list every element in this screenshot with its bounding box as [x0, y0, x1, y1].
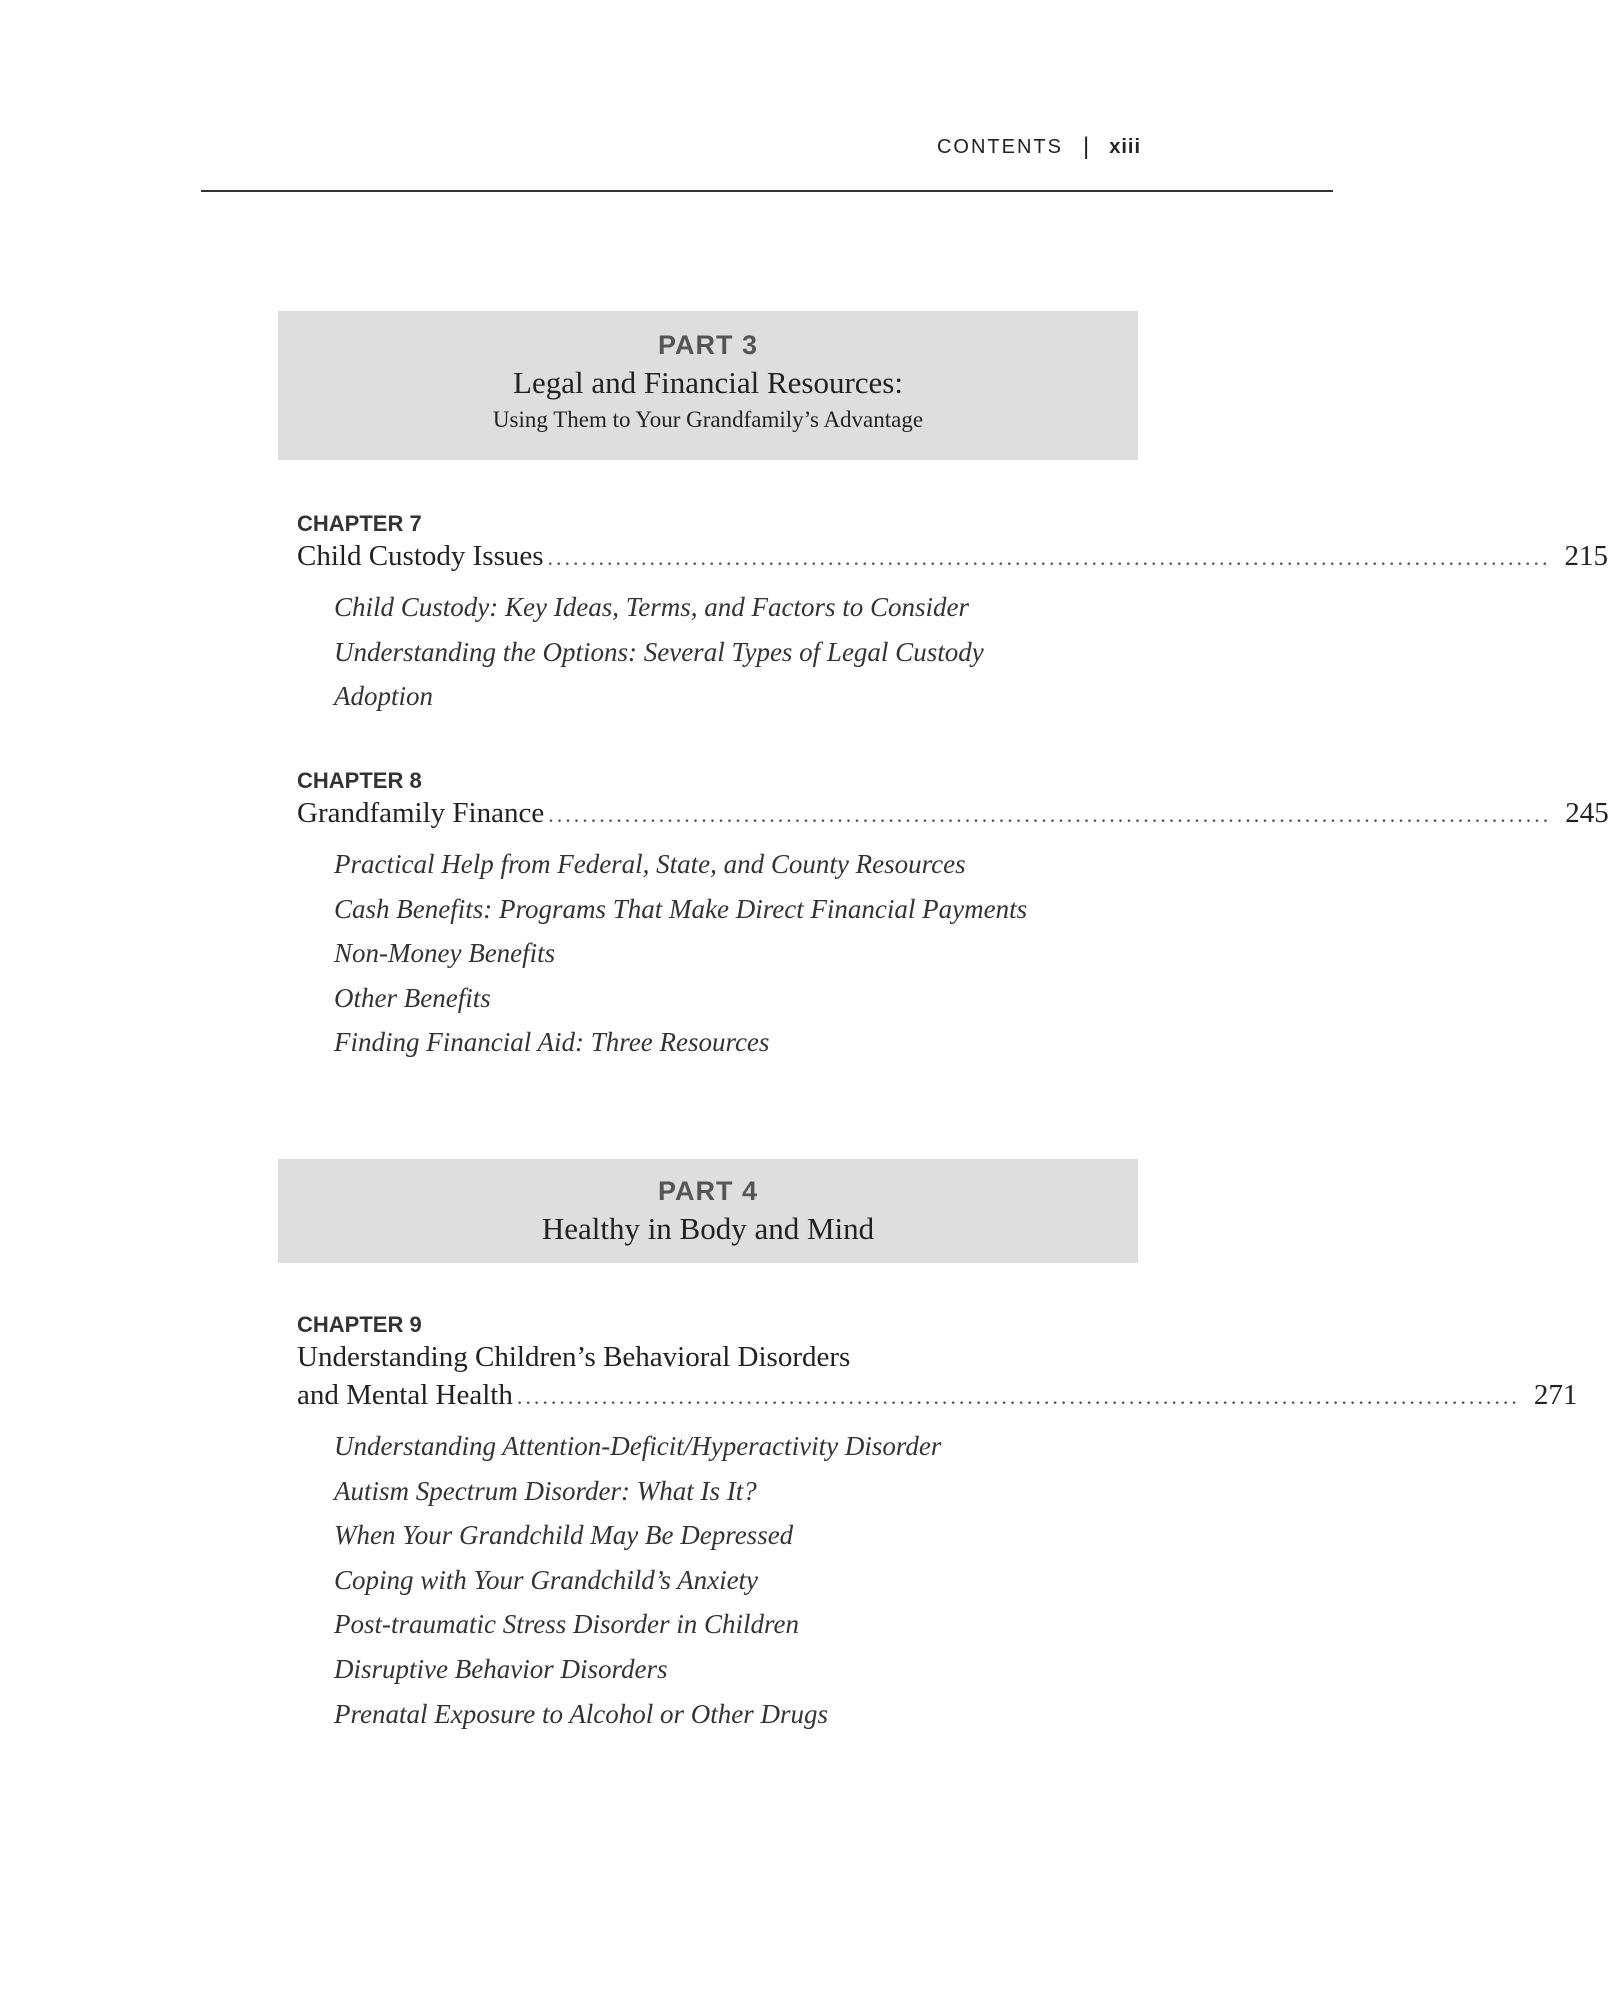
chapter-7-entry[interactable]	[297, 537, 1609, 577]
section-item[interactable]: Finding Financial Aid: Three Resources	[334, 1027, 770, 1058]
section-item[interactable]: Other Benefits	[334, 982, 491, 1013]
dot-leader: ......................................................................................................................	[516, 1384, 1520, 1409]
section-item[interactable]: Child Custody: Key Ideas, Terms, and Factors to Consider	[334, 592, 970, 622]
chapter-9	[297, 1312, 1578, 1736]
section-item[interactable]: Prenatal Exposure to Alcohol or Other Drugs	[334, 1698, 828, 1729]
part-4-label: PART 4	[657, 1176, 758, 1206]
section-item[interactable]: When Your Grandchild May Be Depressed	[334, 1520, 794, 1551]
part-4-banner	[278, 1159, 1138, 1263]
chapter-9-title-line-2: and Mental Health	[297, 1379, 513, 1411]
chapter-9-page: 271	[1533, 1379, 1578, 1411]
chapter-9-title-line-1[interactable]: Understanding Children’s Behavioral Disorders	[297, 1341, 851, 1373]
chapter-8-sections	[297, 842, 1138, 1065]
chapter-8-title: Grandfamily Finance	[297, 797, 545, 829]
chapter-8-entry[interactable]	[297, 794, 1609, 834]
part-3-subtitle: Using Them to Your Grandfamily’s Advantage	[492, 407, 924, 432]
section-item[interactable]: Practical Help from Federal, State, and County Resources	[334, 849, 966, 879]
section-item[interactable]: Disruptive Behavior Disorders	[334, 1653, 668, 1684]
running-head-separator: |	[1082, 133, 1090, 160]
chapter-7-sections	[297, 585, 1138, 719]
section-item[interactable]: Non-Money Benefits	[334, 938, 556, 969]
part-3-banner	[278, 311, 1138, 460]
chapter-7-title: Child Custody Issues	[297, 540, 544, 572]
chapter-8-label: CHAPTER 8	[297, 768, 422, 793]
chapter-7-label: CHAPTER 7	[297, 511, 422, 536]
running-head-page-number: xiii	[1109, 135, 1141, 158]
section-item[interactable]: Cash Benefits: Programs That Make Direct Financial Payments	[334, 893, 1028, 924]
dot-leader: ......................................................................................................................	[547, 545, 1551, 570]
running-head	[937, 133, 1141, 161]
part-3-title: Legal and Financial Resources:	[513, 365, 903, 400]
section-item[interactable]: Understanding the Options: Several Types of Legal Custody	[334, 636, 984, 667]
section-item[interactable]: Understanding Attention-Deficit/Hyperactivity Disorder	[334, 1431, 942, 1461]
part-3-label: PART 3	[657, 330, 758, 360]
section-item[interactable]: Autism Spectrum Disorder: What Is It?	[334, 1475, 757, 1506]
chapter-9-label: CHAPTER 9	[297, 1312, 422, 1337]
running-head-label: CONTENTS	[936, 135, 1063, 158]
chapter-9-entry[interactable]	[297, 1376, 1578, 1416]
chapter-8-page: 245	[1565, 797, 1609, 829]
section-item[interactable]: Coping with Your Grandchild’s Anxiety	[334, 1564, 759, 1595]
header-rule	[201, 190, 1333, 192]
chapter-9-sections	[297, 1424, 1138, 1736]
section-item[interactable]: Adoption	[334, 681, 433, 712]
chapter-8	[297, 768, 1609, 1065]
chapter-7-page: 215	[1564, 540, 1609, 572]
section-item[interactable]: Post-traumatic Stress Disorder in Children	[334, 1609, 799, 1640]
chapter-7	[297, 511, 1609, 719]
dot-leader: ......................................................................................................................	[548, 802, 1552, 827]
part-4-title: Healthy in Body and Mind	[541, 1211, 875, 1246]
